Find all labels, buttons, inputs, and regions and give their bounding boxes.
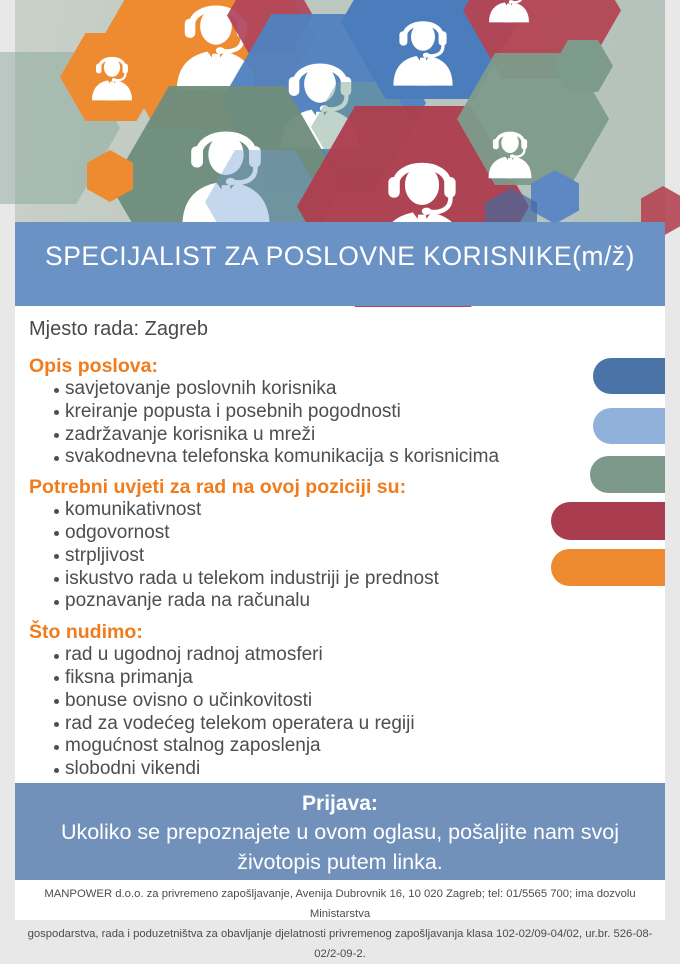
list-item: bonuse ovisno o učinkovitosti (15, 690, 665, 713)
job-location: Mjesto rada: Zagreb (29, 318, 208, 340)
job-title: SPECIJALIST ZA POSLOVNE KORISNIKE(m/ž) (45, 240, 635, 271)
job-description (15, 306, 665, 781)
apply-text-line: Ukoliko se prepoznajete u ovom oglasu, pošaljite nam svoj (60, 820, 620, 844)
job-ad-flyer (15, 0, 665, 960)
apply-banner (15, 783, 665, 880)
list-item: odgovornost (15, 522, 665, 545)
fine-print-line: MANPOWER d.o.o. za privremeno zapošljavanje, Avenija Dubrovnik 16, 10 020 Zagreb; tel: 01/5565 700; ima dozvolu Ministarstva (44, 888, 636, 920)
section-heading-opis-poslova: Opis poslova: (29, 355, 158, 377)
list-item: komunikativnost (15, 499, 665, 522)
list-item: iskustvo rada u telekom industriji je prednost (15, 568, 665, 591)
list-item: slobodni vikendi (15, 758, 665, 781)
decorative-pill-blue (593, 358, 665, 394)
list-item: fiksna primanja (15, 667, 665, 690)
call-center-agent-icon (482, 0, 536, 24)
decorative-pill-sage (590, 456, 665, 493)
legal-fine-print (15, 884, 665, 964)
list-item: kreiranje popusta i posebnih pogodnosti (15, 401, 665, 424)
list-item: poznavanje rada na računalu (15, 590, 665, 613)
sto-nudimo-list (15, 644, 665, 781)
section-heading-sto-nudimo: Što nudimo: (29, 621, 143, 644)
call-center-agent-icon (85, 48, 139, 102)
list-item: savjetovanje poslovnih korisnika (15, 378, 665, 401)
decorative-pill-light-blue (593, 408, 665, 444)
call-center-agent-icon (481, 122, 539, 180)
call-center-agent-icon (383, 8, 463, 88)
decorative-pill-red (551, 502, 665, 540)
decorative-pill-orange (551, 549, 665, 586)
section-heading-potrebni-uvjeti: Potrebni uvjeti za rad na ovoj poziciji su: (29, 476, 407, 499)
job-title-banner (15, 222, 665, 306)
list-item: rad u ugodnoj radnoj atmosferi (15, 644, 665, 667)
hero-illustration (15, 0, 665, 222)
opis-poslova-list (15, 378, 665, 469)
list-item: zadržavanje korisnika u mreži (15, 424, 665, 447)
list-item: svakodnevna telefonska komunikacija s korisnicima (15, 446, 665, 469)
list-item: rad za vodećeg telekom operatera u regiji (15, 713, 665, 736)
list-item: strpljivost (15, 545, 665, 568)
fine-print-line: gospodarstva, rada i poduzetništva za obavljanje djelatnosti privremenog zapošljavanja klasa 102-02/09-04/02, ur.br. 526-08-02/2-09-2. (27, 928, 653, 960)
apply-heading: Prijava: (302, 792, 378, 815)
apply-text-line: životopis putem linka. (237, 850, 443, 874)
list-item: mogućnost stalnog zaposlenja (15, 735, 665, 758)
